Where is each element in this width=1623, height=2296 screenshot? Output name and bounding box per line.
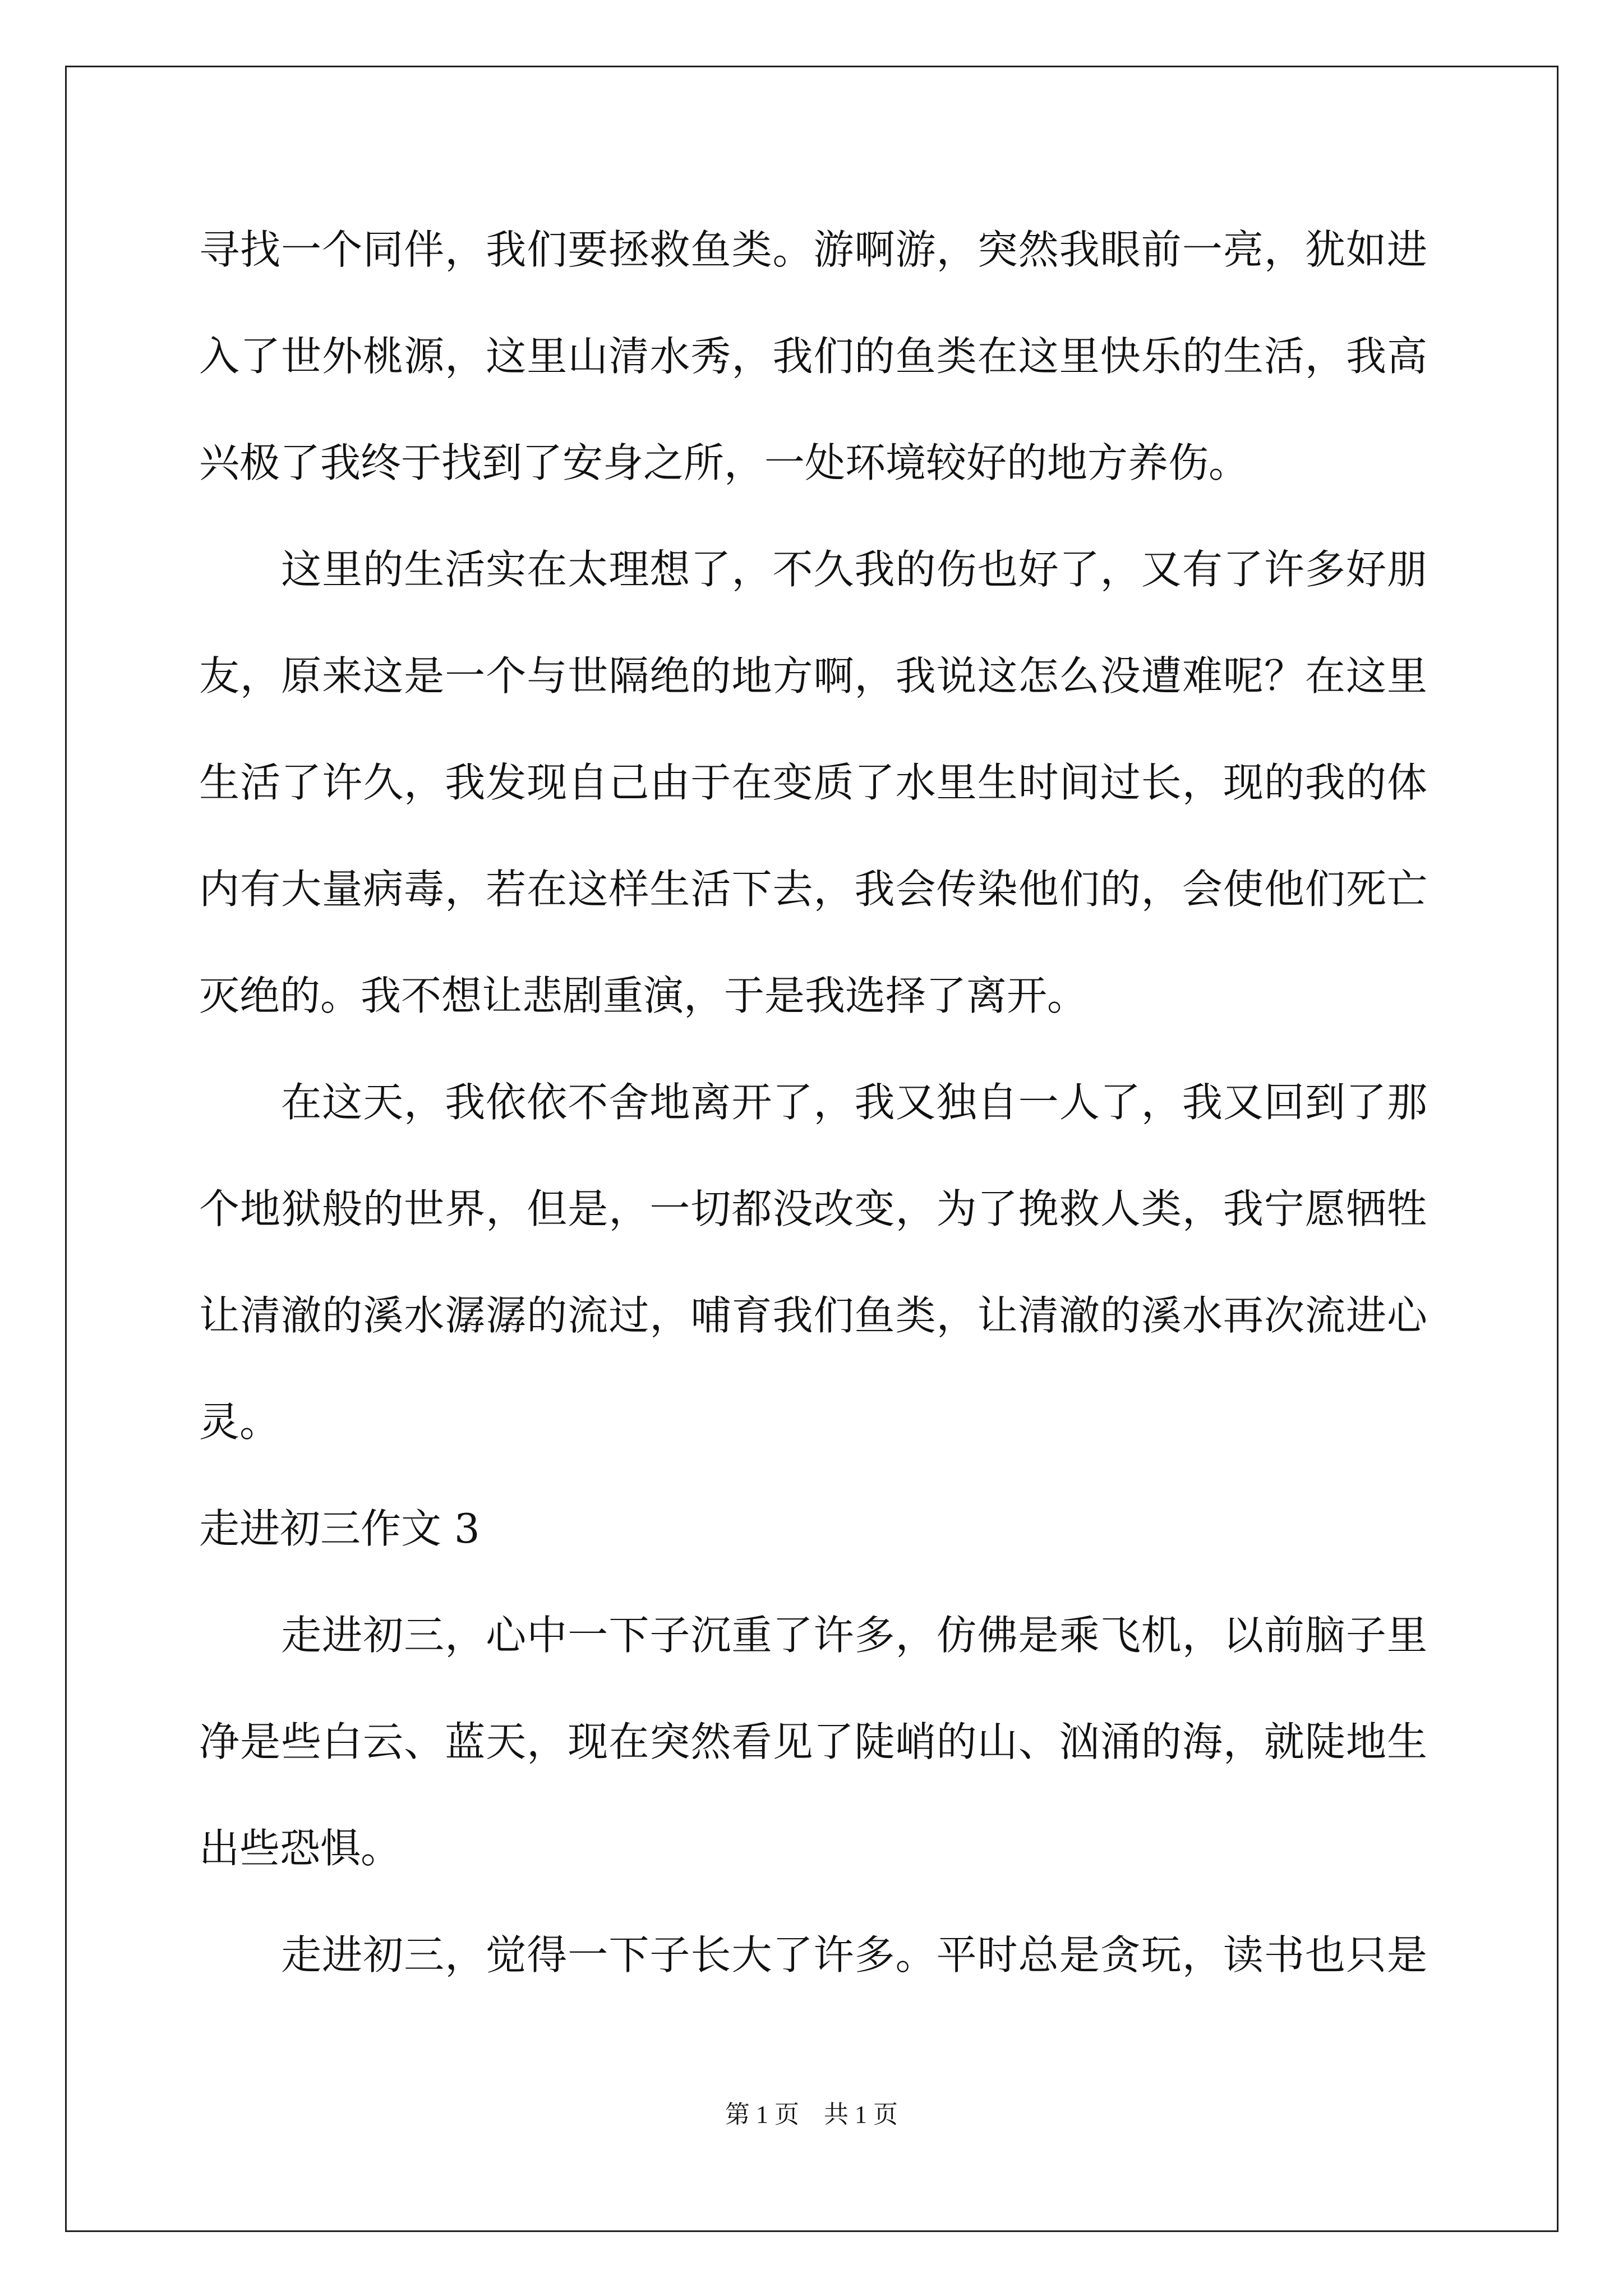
text-line: 这里的生活实在太理想了，不久我的伤也好了，又有了许多好朋	[199, 546, 1427, 593]
section-heading: 走进初三作文 3	[199, 1505, 480, 1552]
text-line: 灵。	[199, 1398, 280, 1446]
page-footer: 第 1 页 共 1 页	[725, 2101, 898, 2128]
text-line: 在这天，我依依不舍地离开了，我又独自一人了，我又回到了那	[199, 1079, 1427, 1126]
text-line: 寻找一个同伴，我们要拯救鱼类。游啊游，突然我眼前一亮，犹如进	[199, 226, 1427, 273]
text-line: 出些恐惧。	[199, 1825, 402, 1872]
text-line: 灭绝的。我不想让悲剧重演，于是我选择了离开。	[199, 972, 1088, 1019]
text-line: 入了世外桃源，这里山清水秀，我们的鱼类在这里快乐的生活，我高	[199, 333, 1427, 380]
text-line: 生活了许久，我发现自己由于在变质了水里生时间过长，现的我的体	[199, 759, 1427, 806]
page-border	[65, 66, 1559, 2232]
text-line: 个地狱般的世界，但是，一切都没改变，为了挽救人类，我宁愿牺牲	[199, 1185, 1427, 1232]
text-line: 内有大量病毒，若在这样生活下去，我会传染他们的，会使他们死亡	[199, 866, 1427, 913]
text-line: 走进初三，觉得一下子长大了许多。平时总是贪玩，读书也只是	[199, 1931, 1427, 1978]
text-line: 走进初三，心中一下子沉重了许多，仿佛是乘飞机，以前脑子里	[199, 1612, 1427, 1659]
text-line: 兴极了我终于找到了安身之所，一处环境较好的地方养伤。	[199, 439, 1249, 486]
text-line: 净是些白云、蓝天，现在突然看见了陡峭的山、汹涌的海，就陡地生	[199, 1718, 1427, 1765]
text-line: 友，原来这是一个与世隔绝的地方啊，我说这怎么没遭难呢？在这里	[199, 652, 1427, 700]
text-line: 让清澈的溪水潺潺的流过，哺育我们鱼类，让清澈的溪水再次流进心	[199, 1292, 1427, 1339]
